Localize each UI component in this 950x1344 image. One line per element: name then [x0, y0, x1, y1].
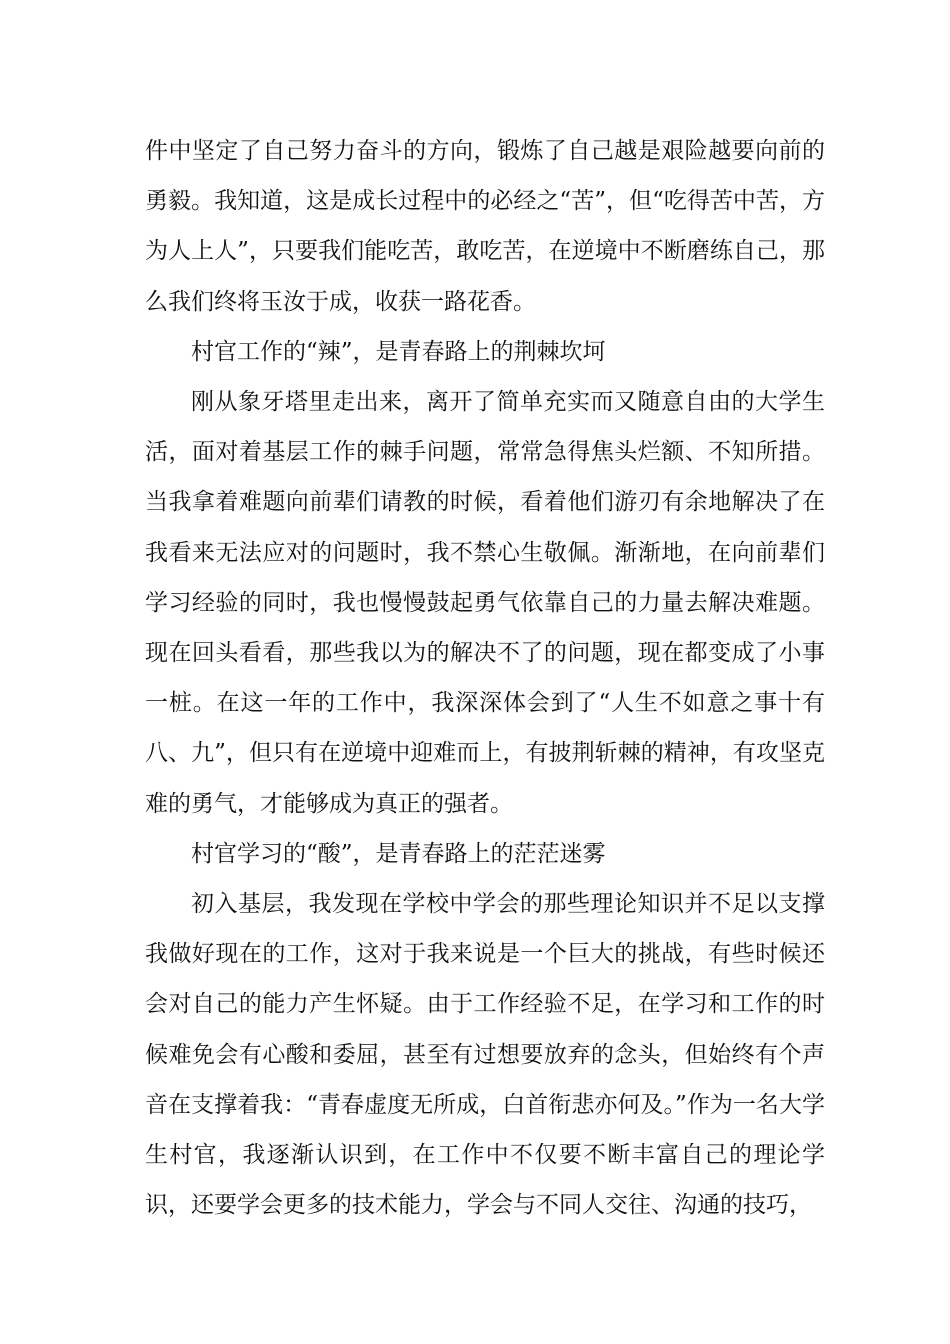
section-heading-study: 村官学习的“酸”，是青春路上的茫茫迷雾: [191, 840, 606, 867]
document-body: [145, 126, 825, 1230]
paragraph-study: 初入基层，我发现在学校中学会的那些理论知识并不足以支撑我做好现在的工作，这对于我来说是一个巨大的挑战，有些时候还会对自己的能力产生怀疑。由于工作经验不足，在学习和工作的时候难免会有心酸和委屈，甚至有过想要放弃的念头，但始终有个声音在支撑着我：“青春虚度无所成，白首衔悲亦何及。”作为一名大学生村官，我逐渐认识到，在工作中不仅要不断丰富自己的理论学识，还要学会更多的技术能力，学会与不同人交往、沟通的技巧，: [145, 891, 825, 1219]
paragraph-work: 刚从象牙塔里走出来，离开了简单充实而又随意自由的大学生活，面对着基层工作的棘手问题，常常急得焦头烂额、不知所措。当我拿着难题向前辈们请教的时候，看着他们游刃有余地解决了在我看来无法应对的问题时，我不禁心生敬佩。渐渐地，在向前辈们学习经验的同时，我也慢慢鼓起勇气依靠自己的力量去解决难题。现在回头看看，那些我以为的解决不了的问题，现在都变成了小事一桩。在这一年的工作中，我深深体会到了“人生不如意之事十有八、九”，但只有在逆境中迎难而上，有披荆斩棘的精神，有攻坚克难的勇气，才能够成为真正的强者。: [145, 389, 825, 817]
section-heading-work: 村官工作的“辣”，是青春路上的荆棘坎坷: [191, 338, 606, 365]
paragraph-continuation: 件中坚定了自己努力奋斗的方向，锻炼了自己越是艰险越要向前的勇毅。我知道，这是成长过程中的必经之“苦”，但“吃得苦中苦，方为人上人”，只要我们能吃苦，敢吃苦，在逆境中不断磨练自己，那么我们终将玉汝于成，收获一路花香。: [145, 138, 825, 315]
